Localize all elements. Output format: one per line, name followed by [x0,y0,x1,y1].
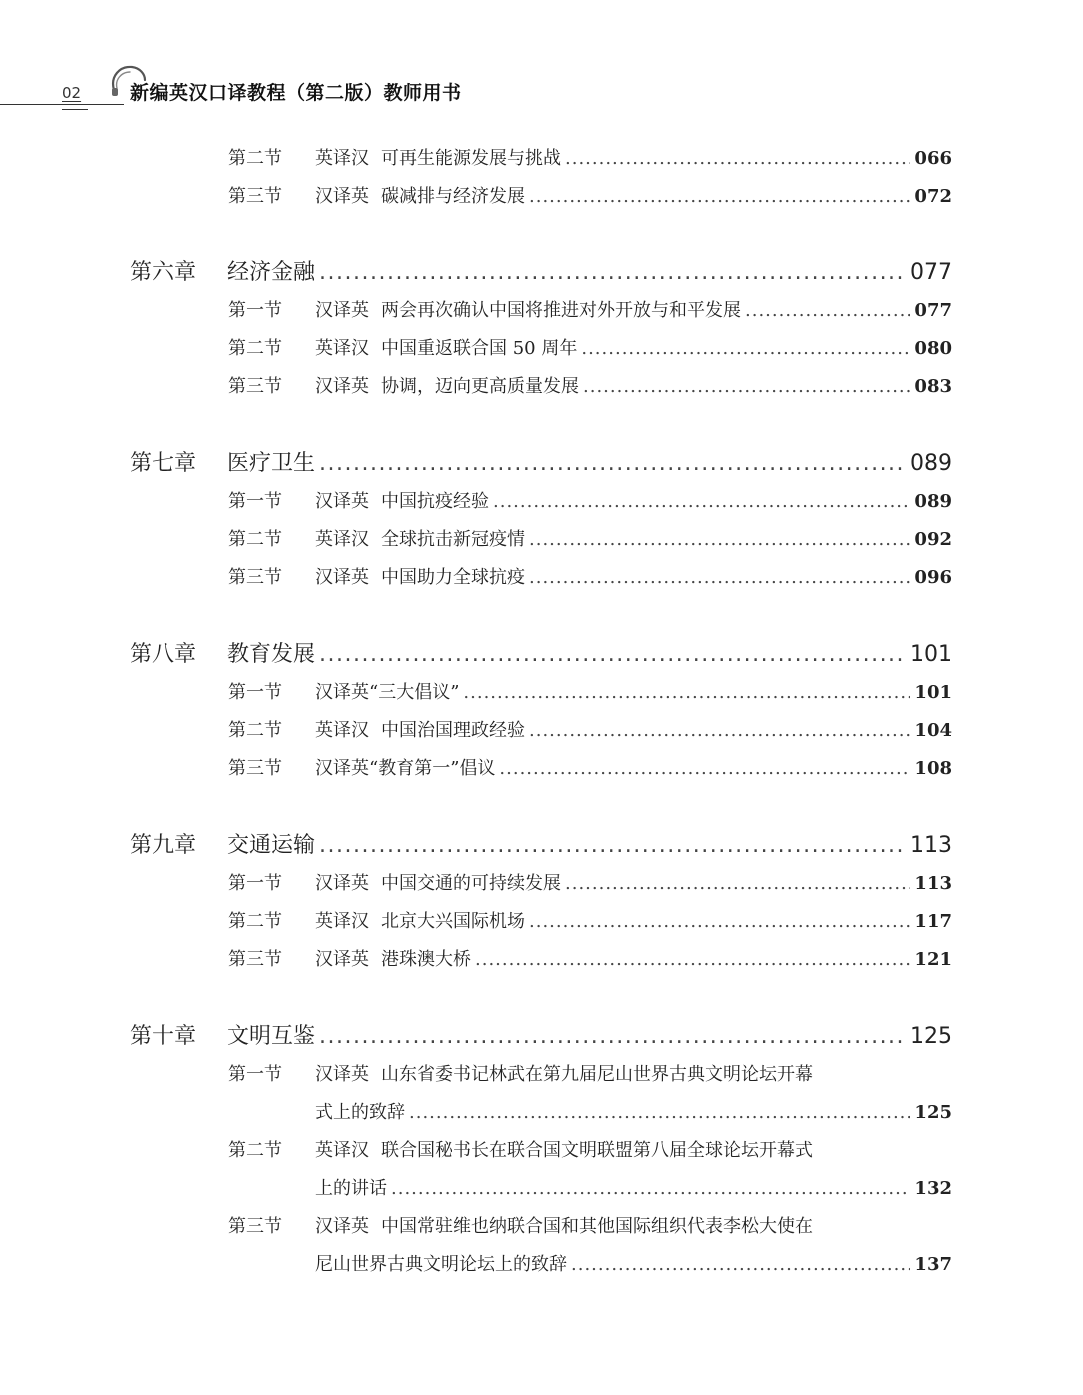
chapter-page: 125 [910,1024,952,1049]
dot-leader [319,642,906,667]
chapter-title: 交通运输 [227,833,316,858]
dot-leader [493,491,910,512]
section-title: 全球抗击新冠疫情 [381,529,525,550]
toc-section-row[interactable] [228,1212,952,1238]
toc-chapter-row[interactable] [130,1019,952,1050]
section-label: 第三节 [228,186,282,207]
section-page: 132 [914,1178,952,1199]
section-kind: 英译汉 [315,911,369,932]
header-rule [0,104,124,105]
section-page: 092 [914,529,952,550]
toc-section-row[interactable] [228,678,952,704]
section-title: 中国交通的可持续发展 [381,873,561,894]
section-kind: 汉译英 [315,949,369,970]
dot-leader [529,911,910,932]
chapter-page: 089 [910,451,952,476]
chapter-label: 第六章 [130,260,197,285]
toc-section-row[interactable] [228,296,952,322]
dot-leader [583,376,910,397]
chapter-title: 经济金融 [227,260,316,285]
toc-section-continuation[interactable] [315,1250,952,1276]
toc-section-row[interactable] [228,907,952,933]
dot-leader [529,186,910,207]
dot-leader [745,300,910,321]
section-page: 121 [914,949,952,970]
section-page: 083 [914,376,952,397]
toc-section-row[interactable] [228,487,952,513]
dot-leader [319,833,906,858]
chapter-label: 第七章 [130,451,197,476]
dot-leader [475,949,910,970]
section-title: 中国常驻维也纳联合国和其他国际组织代表李松大使在 [381,1216,813,1237]
section-title: 港珠澳大桥 [381,949,471,970]
section-page: 089 [914,491,952,512]
section-page: 108 [914,758,952,779]
dot-leader [319,451,906,476]
section-label: 第二节 [228,338,282,359]
page-number: 02 [62,84,82,102]
section-label: 第三节 [228,758,282,779]
section-kind: 汉译英 [315,300,369,321]
toc-section-row[interactable] [228,334,952,360]
section-title: 中国重返联合国 50 周年 [381,338,578,359]
toc-section-continuation[interactable] [315,1098,952,1124]
toc-section-row[interactable] [228,945,952,971]
toc-section-row[interactable] [228,1060,952,1086]
section-title-continued: 上的讲话 [315,1178,387,1199]
section-title: “三大倡议” [369,682,460,703]
section-page: 104 [914,720,952,741]
section-title: 山东省委书记林武在第九届尼山世界古典文明论坛开幕 [381,1064,813,1085]
chapter-page: 113 [910,833,952,858]
dot-leader [581,338,910,359]
dot-leader [391,1178,910,1199]
section-label: 第一节 [228,1064,282,1085]
section-label: 第三节 [228,567,282,588]
chapter-label: 第八章 [130,642,197,667]
dot-leader [463,682,910,703]
section-page: 096 [914,567,952,588]
section-kind: 英译汉 [315,148,369,169]
dot-leader [529,529,910,550]
chapter-label: 第十章 [130,1024,197,1049]
dot-leader [319,1024,906,1049]
toc-section-row[interactable] [228,372,952,398]
section-page: 101 [914,682,952,703]
toc-section-row[interactable] [228,525,952,551]
section-page: 137 [914,1254,952,1275]
section-title: 协调，迈向更高质量发展 [381,376,579,397]
section-page: 072 [914,186,952,207]
section-title: 碳减排与经济发展 [381,186,525,207]
page-number-rule [62,109,88,110]
toc-section-row[interactable] [228,754,952,780]
section-kind: 汉译英 [315,682,369,703]
section-label: 第三节 [228,949,282,970]
section-label: 第一节 [228,873,282,894]
dot-leader [571,1254,910,1275]
section-page: 080 [914,338,952,359]
chapter-title: 文明互鉴 [227,1024,316,1049]
section-title-continued: 式上的致辞 [315,1102,405,1123]
dot-leader [529,720,910,741]
toc-section-row[interactable] [228,1136,952,1162]
toc-section-continuation[interactable] [315,1174,952,1200]
section-kind: 汉译英 [315,1216,369,1237]
dot-leader [565,873,910,894]
chapter-page: 101 [910,642,952,667]
dot-leader [499,758,910,779]
section-label: 第二节 [228,529,282,550]
toc-section-row[interactable] [228,144,952,170]
dot-leader [409,1102,910,1123]
section-label: 第三节 [228,376,282,397]
section-title: 北京大兴国际机场 [381,911,525,932]
book-title: 新编英汉口译教程（第二版）教师用书 [130,82,462,104]
section-title: 两会再次确认中国将推进对外开放与和平发展 [381,300,741,321]
toc-chapter-row[interactable] [130,255,952,286]
section-page: 066 [914,148,952,169]
toc-chapter-row[interactable] [130,828,952,859]
section-kind: 英译汉 [315,529,369,550]
dot-leader [319,260,906,285]
chapter-title: 医疗卫生 [227,451,316,476]
section-title: 中国治国理政经验 [381,720,525,741]
section-label: 第二节 [228,911,282,932]
section-page: 125 [914,1102,952,1123]
section-kind: 汉译英 [315,567,369,588]
section-page: 077 [914,300,952,321]
section-title: 中国助力全球抗疫 [381,567,525,588]
chapter-label: 第九章 [130,833,197,858]
section-label: 第一节 [228,300,282,321]
section-title: “教育第一”倡议 [369,758,496,779]
section-kind: 汉译英 [315,1064,369,1085]
toc-section-row[interactable] [228,869,952,895]
section-label: 第一节 [228,491,282,512]
section-title: 可再生能源发展与挑战 [381,148,561,169]
section-kind: 英译汉 [315,1140,369,1161]
section-kind: 汉译英 [315,186,369,207]
section-kind: 汉译英 [315,758,369,779]
section-label: 第二节 [228,148,282,169]
section-kind: 汉译英 [315,491,369,512]
section-label: 第三节 [228,1216,282,1237]
dot-leader [565,148,910,169]
section-kind: 英译汉 [315,338,369,359]
page-header [0,0,1083,130]
chapter-title: 教育发展 [227,642,316,667]
toc-chapter-row[interactable] [130,446,952,477]
dot-leader [529,567,910,588]
section-label: 第二节 [228,720,282,741]
section-title: 中国抗疫经验 [381,491,489,512]
section-label: 第一节 [228,682,282,703]
section-kind: 汉译英 [315,873,369,894]
section-kind: 英译汉 [315,720,369,741]
toc-section-row[interactable] [228,563,952,589]
chapter-page: 077 [910,260,952,285]
section-title-continued: 尼山世界古典文明论坛上的致辞 [315,1254,567,1275]
toc-chapter-row[interactable] [130,637,952,668]
section-kind: 汉译英 [315,376,369,397]
section-page: 113 [914,873,952,894]
toc-section-row[interactable] [228,182,952,208]
section-label: 第二节 [228,1140,282,1161]
section-title: 联合国秘书长在联合国文明联盟第八届全球论坛开幕式 [381,1140,813,1161]
section-page: 117 [914,911,952,932]
toc-section-row[interactable] [228,716,952,742]
